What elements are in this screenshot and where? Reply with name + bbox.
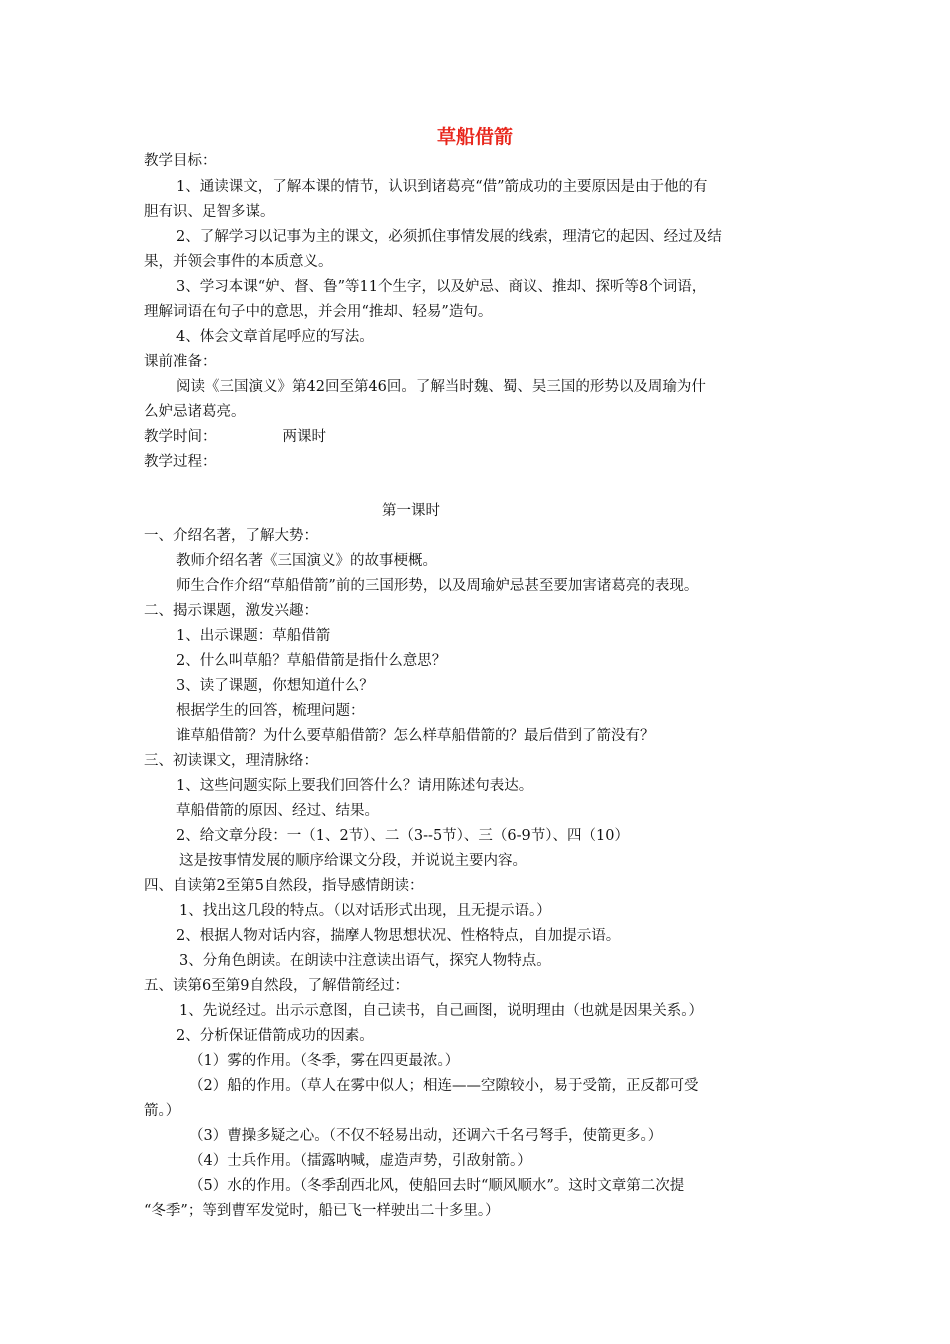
section-5-item-1: 1、先说经过。出示示意图，自己读书，自己画图，说明理由（也就是因果关系。） <box>179 1003 703 1019</box>
heading-process: 教学过程： <box>144 454 217 470</box>
objective-1: 1、通读课文，了解本课的情节，认识到诸葛亮“借”箭成功的主要原因是由于他的有 <box>176 179 708 195</box>
teaching-time-row <box>0 426 950 448</box>
objective-2: 2、了解学习以记事为主的课文，必须抓住事情发展的线索，理清它的起因、经过及结 <box>176 229 722 245</box>
teaching-time-value: 两课时 <box>282 429 326 445</box>
objective-3: 3、学习本课“妒、督、鲁”等11个生字，以及妒忌、商议、推却、探听等8个词语， <box>176 279 707 295</box>
factor-5: （5）水的作用。（冬季刮西北风，使船回去时“顺风顺水”。这时文章第二次提 <box>189 1178 685 1194</box>
factor-4: （4）士兵作用。（擂露呐喊，虚造声势，引敌射箭。） <box>189 1153 532 1169</box>
objective-2-cont: 果，并领会事件的本质意义。 <box>144 254 333 270</box>
teaching-time-label: 教学时间： <box>144 429 217 445</box>
preparation-text-cont: 么妒忌诸葛亮。 <box>144 404 246 420</box>
section-5-item-2: 2、分析保证借箭成功的因素。 <box>176 1028 374 1044</box>
section-3-item-4: 这是按事情发展的顺序给课文分段，并说说主要内容。 <box>179 853 527 869</box>
section-2-item-3: 3、读了课题，你想知道什么？ <box>176 678 374 694</box>
factor-2-cont: 箭。） <box>144 1103 181 1119</box>
factor-1: （1）雾的作用。（冬季，雾在四更最浓。） <box>189 1053 460 1069</box>
section-3-heading: 三、初读课文，理清脉络： <box>144 753 318 769</box>
section-2-item-2: 2、什么叫草船？草船借箭是指什么意思？ <box>176 653 447 669</box>
section-4-item-2: 2、根据人物对话内容，揣摩人物思想状况、性格特点，自加提示语。 <box>176 928 621 944</box>
lesson-heading: 第一课时 <box>382 503 440 519</box>
objective-4: 4、体会文章首尾呼应的写法。 <box>176 329 374 345</box>
section-1-item-1: 教师介绍名著《三国演义》的故事梗概。 <box>176 553 437 569</box>
objective-3-cont: 理解词语在句子中的意思，并会用“推却、轻易”造句。 <box>144 304 493 320</box>
section-2-heading: 二、揭示课题，激发兴趣： <box>144 603 318 619</box>
section-2-item-4: 根据学生的回答，梳理问题： <box>176 703 365 719</box>
section-3-item-1: 1、这些问题实际上要我们回答什么？请用陈述句表达。 <box>176 778 534 794</box>
heading-preparation: 课前准备： <box>144 354 217 370</box>
section-3-item-2: 草船借箭的原因、经过、结果。 <box>176 803 379 819</box>
section-2-item-1: 1、出示课题：草船借箭 <box>176 628 331 644</box>
section-3-item-3: 2、给文章分段：一（1、2节）、二（3--5节）、三（6-9节）、四（10） <box>176 828 629 844</box>
factor-5-cont: “冬季”；等到曹军发觉时，船已飞一样驶出二十多里。） <box>144 1203 500 1219</box>
document-title: 草船借箭 <box>436 126 513 148</box>
preparation-text: 阅读《三国演义》第42回至第46回。了解当时魏、蜀、吴三国的形势以及周瑜为什 <box>176 379 706 395</box>
section-5-heading: 五、读第6至第9自然段，了解借箭经过： <box>144 978 409 994</box>
section-4-heading: 四、自读第2至第5自然段，指导感情朗读： <box>144 878 424 894</box>
section-4-item-3: 3、分角色朗读。在朗读中注意读出语气，探究人物特点。 <box>179 953 551 969</box>
section-2-item-5: 谁草船借箭？为什么要草船借箭？怎么样草船借箭的？最后借到了箭没有？ <box>176 728 655 744</box>
heading-objectives: 教学目标： <box>144 153 217 169</box>
factor-3: （3）曹操多疑之心。（不仅不轻易出动，还调六千名弓弩手，使箭更多。） <box>189 1128 663 1144</box>
section-1-item-2: 师生合作介绍“草船借箭”前的三国形势，以及周瑜妒忌甚至要加害诸葛亮的表现。 <box>176 578 699 594</box>
section-1-heading: 一、介绍名著，了解大势： <box>144 528 318 544</box>
factor-2: （2）船的作用。（草人在雾中似人；相连——空隙较小，易于受箭，正反都可受 <box>189 1078 699 1094</box>
objective-1-cont: 胆有识、足智多谋。 <box>144 204 275 220</box>
section-4-item-1: 1、找出这几段的特点。（以对话形式出现，且无提示语。） <box>179 903 551 919</box>
